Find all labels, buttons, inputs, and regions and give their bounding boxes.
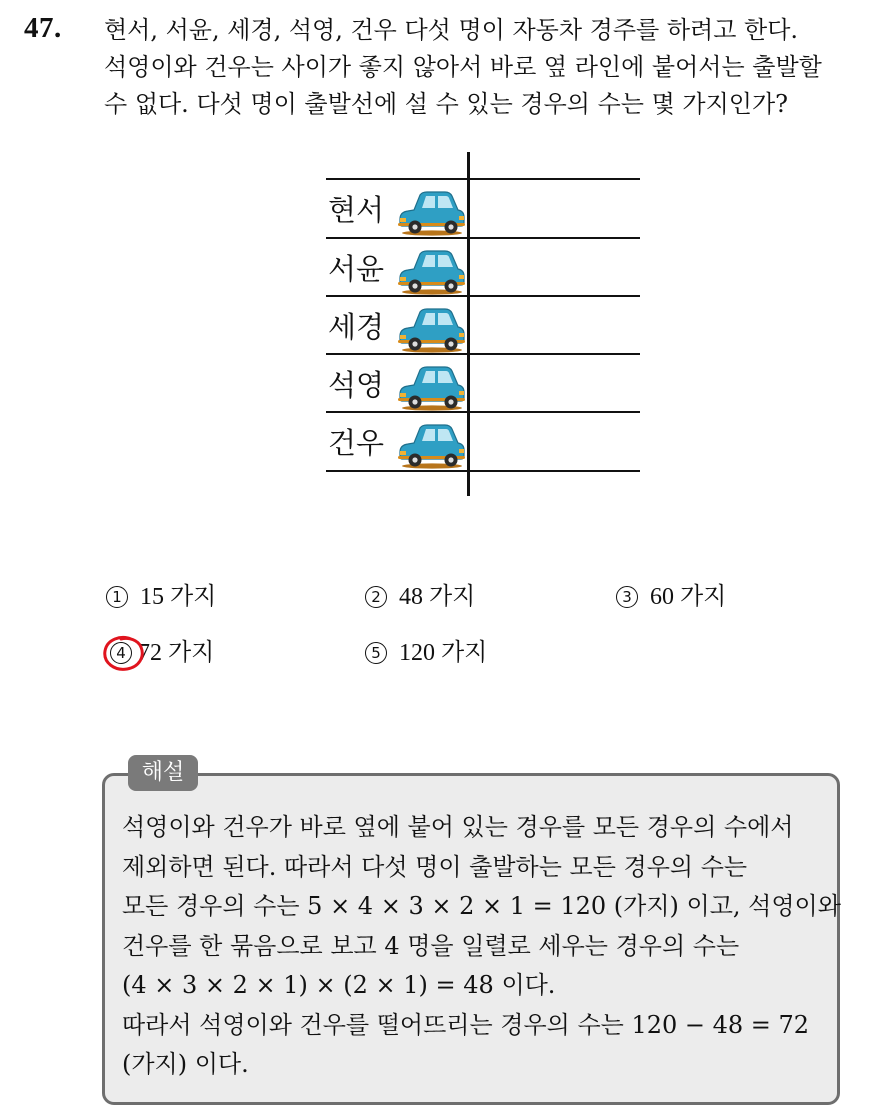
choice-number-icon: 3 [616,586,638,608]
answer-circle-mark [101,633,147,675]
lane-name: 현서 [328,193,385,227]
lane-name: 세경 [328,310,385,344]
lane-row [326,299,468,355]
explanation-line: (가지) 이다. [122,1050,249,1078]
choice-number-icon: 2 [365,586,387,608]
lane-name: 서윤 [328,252,385,286]
choice-option[interactable] [365,637,487,669]
choice-text: 120 가지 [399,640,488,666]
explanation-line: 모든 경우의 수는 5 × 4 × 3 × 2 × 1 = 120 (가지) 이고, 석영이와 [122,892,841,920]
lane-divider [326,353,640,355]
explanation-line: 석영이와 건우가 바로 옆에 붙어 있는 경우를 모든 경우의 수에서 [122,813,794,841]
explanation-text [122,808,841,1085]
car-icon [396,361,466,411]
explanation-line: 건우를 한 묶음으로 보고 4 명을 일렬로 세우는 경우의 수는 [122,931,740,960]
choice-option[interactable] [616,581,726,613]
question-text [104,12,864,123]
lane-row [326,357,468,413]
choice-text: 15 가지 [140,584,217,610]
choice-text: 48 가지 [399,584,476,610]
choice-number-icon: 4 [110,642,132,664]
choice-text: 72 가지 [138,640,215,666]
lane-name: 석영 [328,368,385,402]
explanation-line: 따라서 석영이와 건우를 떨어뜨리는 경우의 수는 120 − 48 = 72 [122,1010,810,1039]
lane-divider [326,470,640,472]
choice-text: 60 가지 [650,584,727,610]
lane-divider [326,295,640,297]
choice-number-icon: 1 [106,586,128,608]
lane-row [326,241,468,297]
lane-name: 건우 [328,426,385,460]
car-icon [396,303,466,353]
explanation-line: (4 × 3 × 2 × 1) × (2 × 1) = 48 이다. [122,971,556,999]
choice-option[interactable] [365,581,475,613]
question-number: 47. [24,12,62,44]
lane-divider [326,411,640,413]
lane-divider [326,237,640,239]
race-lane-figure [322,152,640,498]
question-line: 석영이와 건우는 사이가 좋지 않아서 바로 옆 라인에 붙어서는 출발할 [104,53,822,81]
lane-row [326,182,468,238]
choice-option[interactable] [106,581,216,613]
lane-row [326,415,468,471]
car-icon [396,186,466,236]
lane-divider [326,178,640,180]
question-line: 수 없다. 다섯 명이 출발선에 설 수 있는 경우의 수는 몇 가지인가? [104,90,789,118]
explanation-line: 제외하면 된다. 따라서 다섯 명이 출발하는 모든 경우의 수는 [122,852,748,881]
explanation-label: 해설 [128,755,198,791]
car-icon [396,245,466,295]
car-icon [396,419,466,469]
question-line: 현서, 서윤, 세경, 석영, 건우 다섯 명이 자동차 경주를 하려고 한다. [104,16,799,44]
choice-number-icon: 5 [365,642,387,664]
